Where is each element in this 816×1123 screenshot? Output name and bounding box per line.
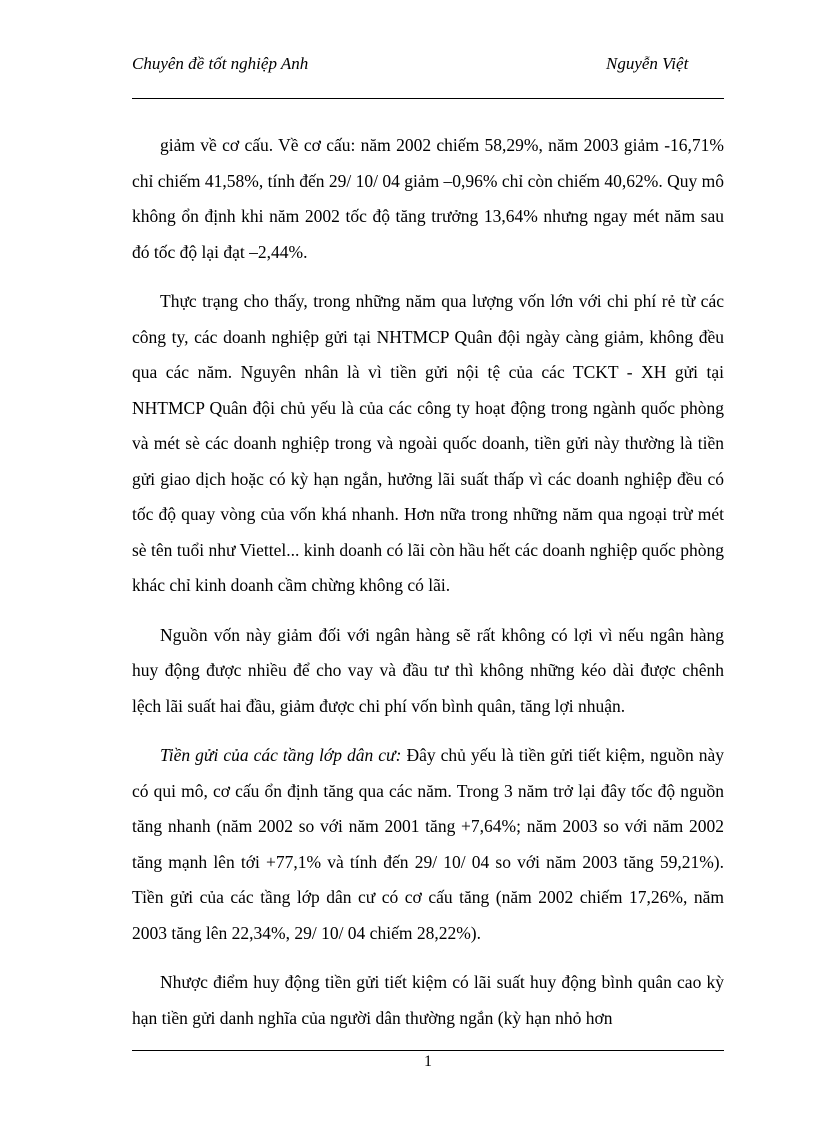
- header-author: Nguyễn Việt: [606, 54, 689, 73]
- header-document-title: Chuyên đề tốt nghiệp Anh: [132, 54, 309, 73]
- document-body: [132, 128, 724, 1050]
- paragraph-with-lead: [132, 738, 724, 951]
- paragraph-text: Đây chủ yếu là tiền gửi tiết kiệm, nguồn này có qui mô, cơ cấu ổn định tăng qua các năm. Trong 3 năm trở lại đây tốc độ nguồn tăng nhanh (năm 2002 so với năm 2001 tăng +7,64%; năm 2003 so với năm 2002 tăng mạnh lên tới +77,1% và tính đến 29/ 10/ 04 so với năm 2003 tăng 59,21%). Tiền gửi của các tầng lớp dân cư có cơ cấu tăng (năm 2002 chiếm 17,26%, năm 2003 tăng lên 22,34%, 29/ 10/ 04 chiếm 28,22%).: [132, 745, 724, 943]
- page-header: [132, 52, 724, 99]
- paragraph-lead: Tiền gửi của các tầng lớp dân cư:: [160, 745, 402, 765]
- paragraph: Thực trạng cho thấy, trong những năm qua lượng vốn lớn với chi phí rẻ từ các công ty, các doanh nghiệp gửi tại NHTMCP Quân đội ngày càng giảm, không đều qua các năm. Nguyên nhân là vì tiền gửi nội tệ của các TCKT - XH gửi tại NHTMCP Quân đội chủ yếu là của các công ty hoạt động trong ngành quốc phòng và mét sè các doanh nghiệp trong và ngoài quốc doanh, tiền gửi này thường là tiền gửi giao dịch hoặc có kỳ hạn ngắn, hưởng lãi suất thấp vì các doanh nghiệp đều có tốc độ quay vòng của vốn khá nhanh. Hơn nữa trong những năm qua ngoại trừ mét sè tên tuổi như Viettel... kinh doanh có lãi còn hầu hết các doanh nghiệp quốc phòng khác chỉ kinh doanh cầm chừng không có lãi.: [132, 291, 724, 595]
- footer-divider: [132, 1050, 724, 1051]
- paragraph: Nhược điểm huy động tiền gửi tiết kiệm có lãi suất huy động bình quân cao kỳ hạn tiền gửi danh nghĩa của người dân thường ngắn (kỳ hạn nhỏ hơn: [132, 972, 724, 1028]
- paragraph: Nguồn vốn này giảm đối với ngân hàng sẽ rất không có lợi vì nếu ngân hàng huy động được nhiều để cho vay và đầu tư thì không những kéo dài được chênh lệch lãi suất hai đầu, giảm được chi phí vốn bình quân, tăng lợi nhuận.: [132, 624, 724, 716]
- page-number: 1: [424, 1053, 432, 1070]
- paragraph: giảm về cơ cấu. Về cơ cấu: năm 2002 chiếm 58,29%, năm 2003 giảm -16,71% chỉ chiếm 41,58%, tính đến 29/ 10/ 04 giảm –0,96% chỉ còn chiếm 40,62%. Quy mô không ổn định khi năm 2002 tốc độ tăng trưởng 13,64% nhưng ngay mét năm sau đó tốc độ lại đạt –2,44%.: [132, 135, 724, 262]
